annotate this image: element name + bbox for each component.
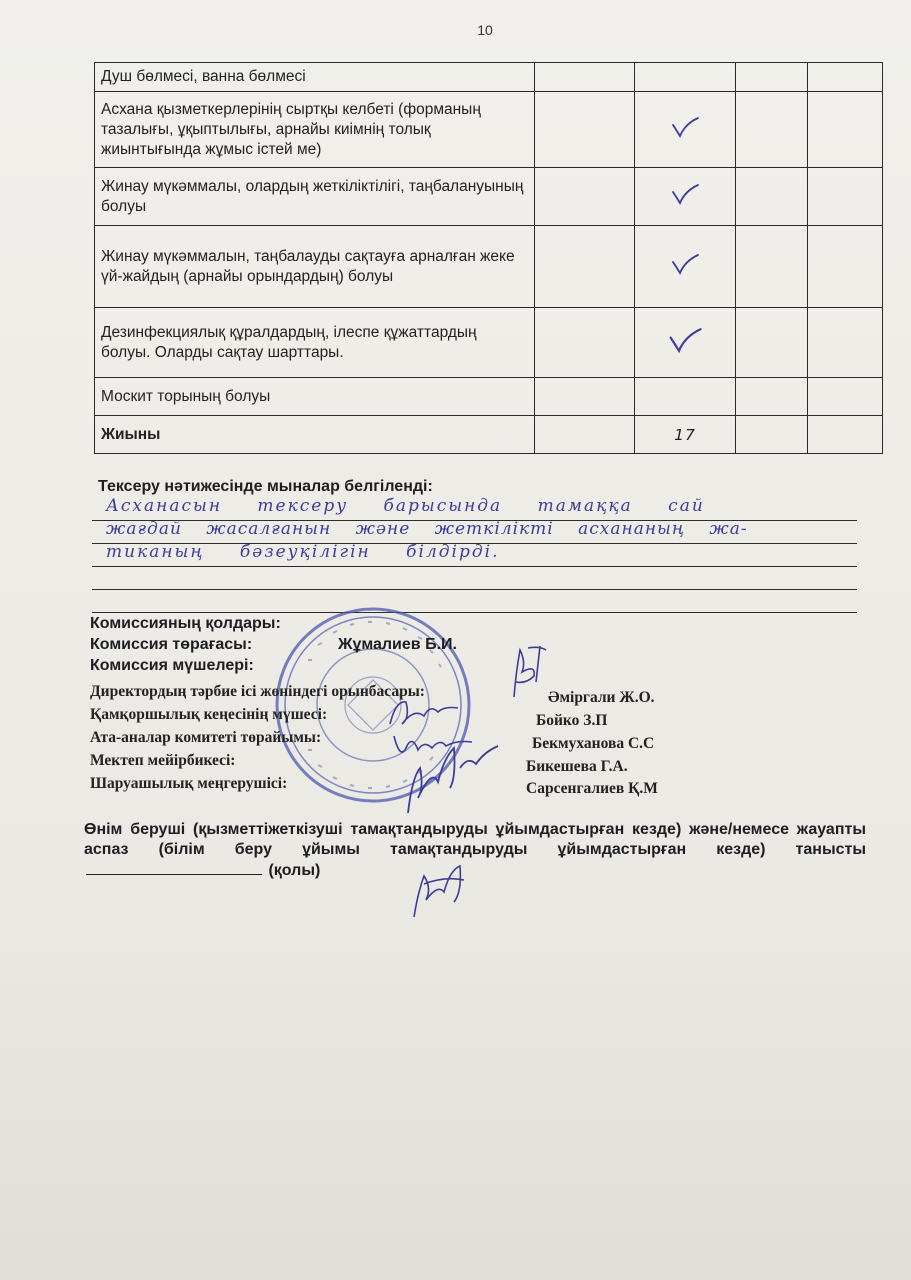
total-value: 17 xyxy=(635,416,736,454)
total-label: Жиыны xyxy=(95,416,535,454)
member-role: Қамқоршылық кеңесінің мүшесі: xyxy=(90,706,328,723)
member-name: Сарсенгалиев Қ.М xyxy=(526,780,658,797)
table-row xyxy=(95,226,883,308)
member-name: Бойко З.П xyxy=(536,712,608,729)
row-criterion: Асхана қызметкерлерінің сыртқы келбеті (форманың тазалығы, ұқыптылығы, арнайы киімнің толық жиынтығында жұмыс істей ме) xyxy=(95,92,535,168)
check-mark-icon xyxy=(670,182,700,206)
writing-line xyxy=(92,542,857,567)
row-criterion: Жинау мүкәммалы, олардың жеткіліктілігі, таңбалануының болуы xyxy=(95,168,535,226)
member-role: Мектеп мейірбикесі: xyxy=(90,752,236,769)
table-row xyxy=(95,63,883,92)
chair-name: Жұмалиев Б.И. xyxy=(338,636,457,653)
inspection-table xyxy=(94,62,883,454)
table-row xyxy=(95,378,883,416)
member-role: Шаруашылық меңгерушісі: xyxy=(90,775,288,792)
paper-shading xyxy=(0,930,911,1280)
member-role: Директордың тәрбие ісі жөніндегі орынбасары: xyxy=(90,683,425,700)
handwritten-text: жағдай жасалғанын және жеткілікті асхананың жа- xyxy=(106,519,748,539)
row-criterion: Душ бөлмесі, ванна бөлмесі xyxy=(95,63,535,92)
chair-label: Комиссия төрағасы: xyxy=(90,636,253,653)
member-name: Әміргали Ж.О. xyxy=(548,689,655,706)
row-criterion: Дезинфекциялық құралдардың, ілеспе құжаттардың болуы. Оларды сақтау шарттары. xyxy=(95,308,535,378)
row-criterion: Москит торының болуы xyxy=(95,378,535,416)
table-row xyxy=(95,92,883,168)
handwritten-text: тиканың бәзеуқілігін білдірді. xyxy=(106,542,500,562)
signature-icon xyxy=(398,738,508,818)
table-row-total xyxy=(95,416,883,454)
check-mark-icon xyxy=(670,252,700,276)
signature-icon xyxy=(496,642,556,702)
results-heading: Тексеру нәтижесінде мыналар белгіленді: xyxy=(98,478,433,495)
members-label: Комиссия мүшелері: xyxy=(90,657,254,674)
footer-text: Өнім беруші (қызметтіжеткізуші тамақтандыруды ұйымдастырған кезде) және/немесе жауапты аспаз (білім беру ұйымы тамақтандыруды ұйымдастырған кезде) танысты xyxy=(84,821,866,858)
signature-icon xyxy=(404,862,474,922)
writing-line xyxy=(92,569,857,590)
check-mark-icon xyxy=(667,325,703,355)
member-name: Бикешева Г.А. xyxy=(526,758,628,775)
signature-icon xyxy=(384,694,464,730)
handwritten-text: Асханасын тексеру барысында тамаққа сай xyxy=(106,496,705,516)
handwritten-findings xyxy=(92,496,857,615)
signatures-label: Комиссияның қолдары: xyxy=(90,615,281,632)
writing-line xyxy=(92,519,857,544)
footer-suffix: (қолы) xyxy=(268,862,321,879)
table-row xyxy=(95,168,883,226)
member-name: Бекмуханова С.С xyxy=(532,735,655,752)
member-role: Ата-аналар комитеті төрайымы: xyxy=(90,729,322,746)
table-row xyxy=(95,308,883,378)
row-criterion: Жинау мүкәммалын, таңбалауды сақтауға арналған жеке үй-жайдың (арнайы орындардың) болуы xyxy=(95,226,535,308)
page-number: 10 xyxy=(477,22,493,38)
footer-acknowledgement xyxy=(84,820,866,881)
check-mark-icon xyxy=(670,115,700,139)
writing-line xyxy=(92,496,857,521)
signature-blank xyxy=(86,860,262,875)
